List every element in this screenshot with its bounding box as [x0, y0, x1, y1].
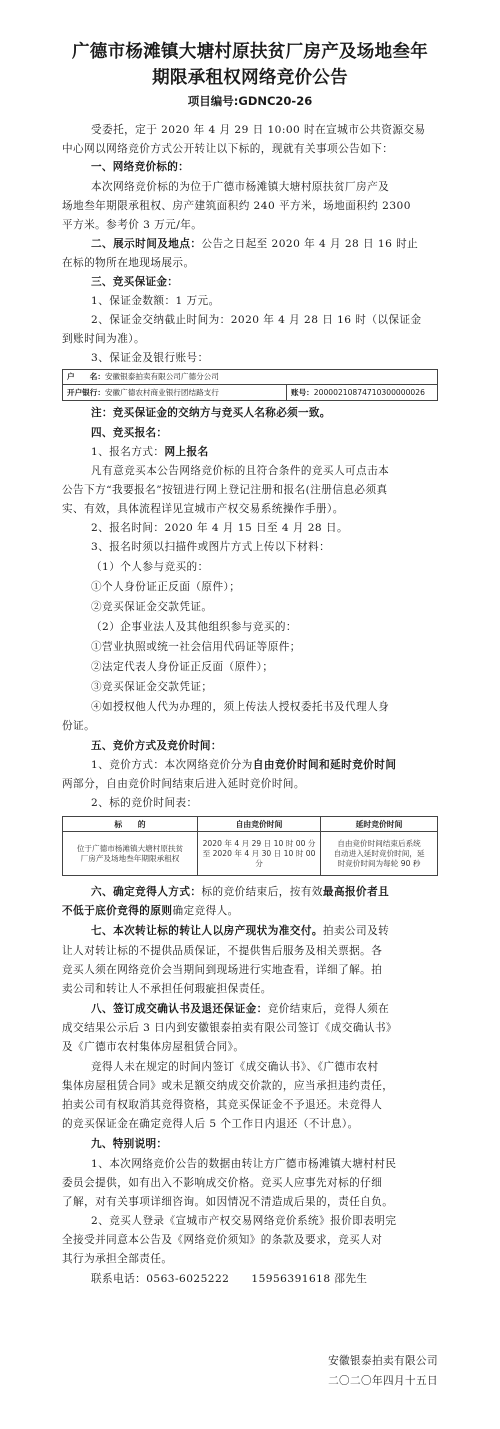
section-7-title: 七、本次转让标的转让人以房产现状为准交付。	[91, 925, 323, 937]
section-8-text: 成交结果公示后 3 日内到安徽银泰拍卖有限公司签订《成交确认书》	[62, 1022, 398, 1034]
title-line-1: 广德市杨滩镇大塘村原扶贫厂房产及场地叁年	[72, 42, 428, 62]
section-1-text: 场地叁年期限承租权、房产建筑面积约 240 平方米，场地面积约 2300	[62, 200, 411, 212]
material-item: ①个人身份证正反面（原件）；	[91, 581, 241, 593]
intro-line: 受委托，定于 2020 年 4 月 29 日 10:00 时在宣城市公共资源交易	[91, 124, 426, 136]
section-2-text: 公告之日起至 2020 年 4 月 28 日 16 时止	[201, 238, 419, 250]
table-cell-free-time: 2020 年 4 月 29 日 10 时 00 分 至 2020 年 4 月 30 日 10 时 00 分	[198, 832, 321, 876]
section-4-item: 3、报名时须以扫描件或图片方式上传以下材料：	[91, 541, 331, 553]
signature-company: 安徽银泰拍卖有限公司	[328, 1355, 438, 1367]
section-9-text: 其行为承担全部责任。	[62, 1253, 173, 1265]
bank-row-name: 户 名：安徽银泰拍卖有限公司广德分公司	[63, 370, 438, 385]
section-9-text: 全接受并同意本公告及《网络竞价须知》的条款及要求，竞买人对	[62, 1234, 383, 1246]
material-item: ①营业执照或统一社会信用代码证等原件；	[91, 641, 301, 653]
bidding-schedule-table	[62, 816, 438, 876]
section-9-text: 委员会提供，如有出入不影响成交价格。竞买人应事先对标的仔细	[62, 1177, 383, 1189]
section-3-title: 三、竞买保证金：	[91, 276, 179, 288]
material-item: （2）企事业法人及其他组织参与竞买的：	[91, 621, 297, 633]
table-header: 自由竞价时间	[198, 817, 321, 832]
intro-line: 中心网以网络竞价方式公开转让以下标的，现就有关事项公告如下：	[62, 143, 394, 155]
section-4-text: 实、有效，具体流程详见宣城市产权交易系统操作手册）。	[62, 503, 344, 515]
bank-row-account: 账号：20000210874710300000026	[287, 385, 438, 401]
section-3-item: 3、保证金及银行账号：	[91, 352, 209, 364]
section-8-text: 竞得人未在规定的时间内签订《成交确认书》、《广德市农村	[91, 1061, 379, 1073]
section-8-title: 八、签订成交确认书及退还保证金：	[91, 1003, 268, 1015]
section-7-text: 让人对转让标的不提供品质保证，不提供售后服务及相关票据。各	[62, 945, 383, 957]
table-cell-lot: 位于广德市杨滩镇大塘村原扶贫 厂房产及场地叁年期限承租权	[63, 832, 198, 876]
section-4-title: 四、竞买报名：	[91, 427, 168, 439]
material-item: ②竞买保证金交款凭证。	[91, 601, 213, 613]
material-item: ②法定代表人身份证正反面（原件）；	[91, 661, 274, 673]
bank-row-bank: 开户银行：安徽广德农村商业银行团结路支行	[63, 385, 287, 401]
section-8-text: 集体房屋租赁合同》或未足额交纳成交价款的，应当承担违约责任，	[62, 1080, 394, 1092]
section-8-line: 八、签订成交确认书及退还保证金：竞价结束后，竞得人须在	[91, 1003, 390, 1015]
section-1-text: 平方米。参考价 3 万元/年。	[62, 219, 203, 231]
project-number: 项目编号:GDNC20-26	[187, 94, 313, 108]
section-6-line: 六、确定竞得人方式：标的竞价结束后，按有效最高报价者且	[91, 886, 390, 898]
material-item: 份证。	[62, 720, 96, 732]
deposit-note: 注：竞买保证金的交纳方与竞买人名称必须一致。	[91, 407, 331, 419]
section-3-item: 到账时间为准）。	[62, 333, 146, 345]
section-7-text: 卖公司和转让人不承担任何瑕疵担保责任。	[62, 983, 272, 995]
section-6-line: 不低于底价竞得的原则确定竞得人。	[62, 905, 239, 917]
section-5-method: 1、竞价方式：本次网络竞价分为自由竞价时间和延时竞价时间	[91, 759, 397, 771]
section-9-text: 2、竞买人登录《宣城市产权交易网络竞价系统》报价即表明完	[91, 1215, 397, 1227]
section-2-line	[91, 237, 438, 251]
section-4-text: 凡有意竞买本公告网络竞价标的且符合条件的竞买人可点击本	[91, 465, 390, 477]
section-4-method: 1、报名方式：网上报名	[91, 446, 209, 458]
material-item: （1）个人参与竞买的：	[91, 561, 209, 573]
section-6-title: 六、确定竞得人方式：	[91, 886, 202, 898]
signature-date: 二〇二〇年四月十五日	[328, 1375, 438, 1387]
section-9-title: 九、特别说明：	[91, 1138, 168, 1150]
section-8-text: 及《广德市农村集体房屋租赁合同》。	[62, 1041, 245, 1053]
section-5-item: 2、标的竞价时间表：	[91, 797, 198, 809]
table-header: 延时竞价时间	[321, 817, 438, 832]
section-1-title: 一、网络竞价标的：	[91, 161, 190, 173]
material-item: ④如授权他人代为办理的，须上传法人授权委托书及代理人身	[91, 701, 390, 713]
bank-account-table	[62, 369, 438, 401]
section-9-text: 了解，对有关事项详细咨询。如因情况不清造成后果的，责任自负。	[62, 1196, 394, 1208]
material-item: ③竞买保证金交款凭证；	[91, 681, 213, 693]
section-3-item: 1、保证金数额：1 万元。	[91, 295, 220, 307]
section-5-text: 两部分，自由竞价时间结束后进入延时竞价时间。	[62, 778, 305, 790]
table-header: 标 的	[63, 817, 198, 832]
section-2-title: 二、展示时间及地点：	[91, 238, 202, 250]
section-2-text: 在标的物所在地现场展示。	[62, 257, 195, 269]
section-8-text: 拍卖公司有权取消其竞得资格，其竞买保证金不予退还。未竞得人	[62, 1099, 383, 1111]
section-4-text: 公告下方“我要报名”按钮进行网上登记注册和报名(注册信息必须真	[62, 484, 388, 496]
section-7-text: 竞买人须在网络竞价会当期间到现场进行实地查看，详细了解。拍	[62, 964, 383, 976]
section-8-text: 的竞买保证金在确定竞得人后 5 个工作日内退还（不计息）。	[62, 1118, 359, 1130]
section-9-text: 1、本次网络竞价公告的数据由转让方广德市杨滩镇大塘村村民	[91, 1158, 397, 1170]
title-line-2: 期限承租权网络竞价公告	[152, 68, 348, 88]
contact-line: 联系电话：0563-6025222 15956391618 邵先生	[91, 1273, 368, 1285]
section-1-text: 本次网络竞价标的为位于广德市杨滩镇大塘村原扶贫厂房产及	[91, 181, 390, 193]
section-4-item: 2、报名时间：2020 年 4 月 15 日至 4 月 28 日。	[91, 522, 349, 534]
table-cell-delay-time: 自由竞价时间结束后系统 自动进入延时竞价时间，延 时竞价时间为每轮 90 秒	[321, 832, 438, 876]
section-3-item: 2、保证金交纳截止时间为：2020 年 4 月 28 日 16 时（以保证金	[91, 314, 422, 326]
section-7-line: 七、本次转让标的转让人以房产现状为准交付。拍卖公司及转	[91, 925, 390, 937]
section-5-title: 五、竞价方式及竞价时间：	[91, 740, 222, 752]
